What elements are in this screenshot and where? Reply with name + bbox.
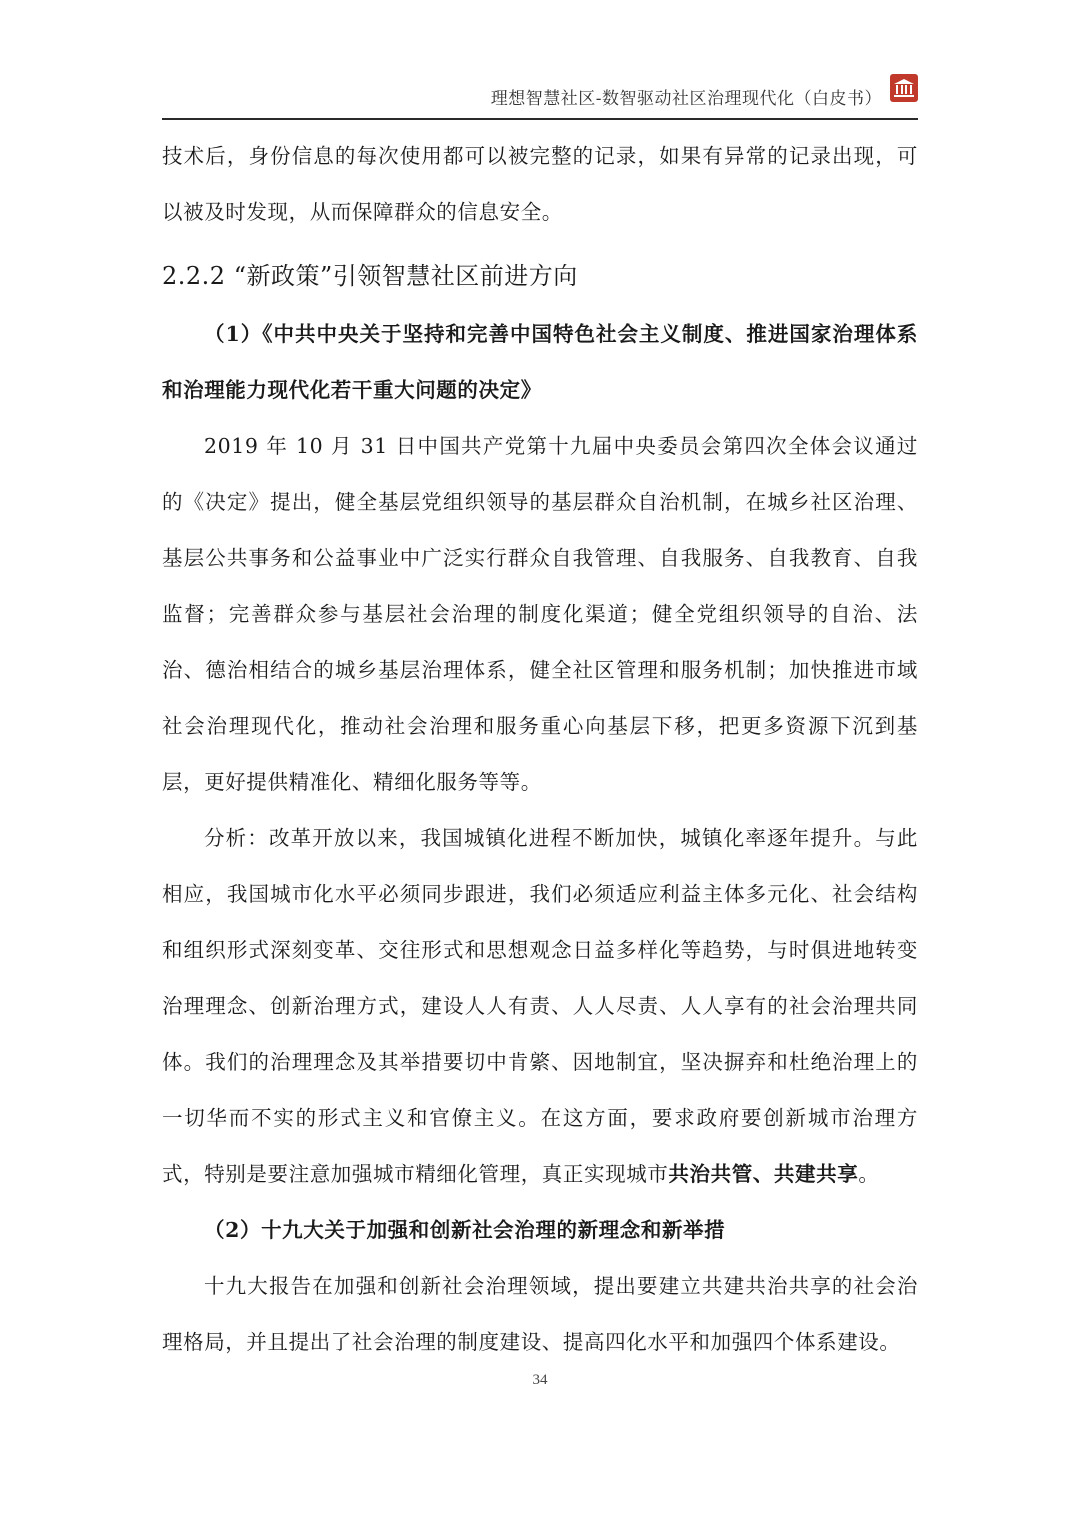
analysis-emphasis: 共治共管、共建共享 <box>668 1162 859 1186</box>
section-heading: 2.2.2 “新政策”引领智慧社区前进方向 <box>162 262 578 290</box>
page-header <box>162 74 918 120</box>
subsection-heading-2: （2）十九大关于加强和创新社会治理的新理念和新举措 <box>204 1218 726 1242</box>
paragraph-continued: 技术后，身份信息的每次使用都可以被完整的记录，如果有异常的记录出现，可以被及时发现，从而保障群众的信息安全。 <box>162 144 918 224</box>
header-title: 理想智慧社区-数智驱动社区治理现代化（白皮书） <box>490 89 882 109</box>
analysis-text-end: 。 <box>858 1162 880 1186</box>
paragraph-analysis <box>162 810 918 1202</box>
paragraph-decision: 2019 年 10 月 31 日中国共产党第十九届中央委员会第四次全体会议通过的《决定》提出，健全基层党组织领导的基层群众自治机制，在城乡社区治理、基层公共事务和公益事业中广泛实行群众自我管理、自我服务、自我教育、自我监督；完善群众参与基层社会治理的制度化渠道；健全党组织领导的自治、法治、德治相结合的城乡基层治理体系，健全社区管理和服务机制；加快推进市域社会治理现代化，推动社会治理和服务重心向基层下移，把更多资源下沉到基层，更好提供精准化、精细化服务等等。 <box>162 434 918 794</box>
subsection-heading-1: （1）《中共中央关于坚持和完善中国特色社会主义制度、推进国家治理体系和治理能力现代化若干重大问题的决定》 <box>162 322 918 402</box>
analysis-text: 分析：改革开放以来，我国城镇化进程不断加快，城镇化率逐年提升。与此相应，我国城市化水平必须同步跟进，我们必须适应利益主体多元化、社会结构和组织形式深刻变革、交往形式和思想观念日益多样化等趋势，与时俱进地转变治理理念、创新治理方式，建设人人有责、人人尽责、人人享有的社会治理共同体。我们的治理理念及其举措要切中肯綮、因地制宜，坚决摒弃和杜绝治理上的一切华而不实的形式主义和官僚主义。在这方面，要求政府要创新城市治理方式，特别是要注意加强城市精细化管理，真正实现城市 <box>162 826 918 1186</box>
document-body <box>162 128 918 1370</box>
paragraph-nineteenth-congress: 十九大报告在加强和创新社会治理领域，提出要建立共建共治共享的社会治理格局，并且提出了社会治理的制度建设、提高四化水平和加强四个体系建设。 <box>162 1274 918 1354</box>
page-number: 34 <box>532 1372 548 1388</box>
institution-logo-icon <box>890 74 918 102</box>
